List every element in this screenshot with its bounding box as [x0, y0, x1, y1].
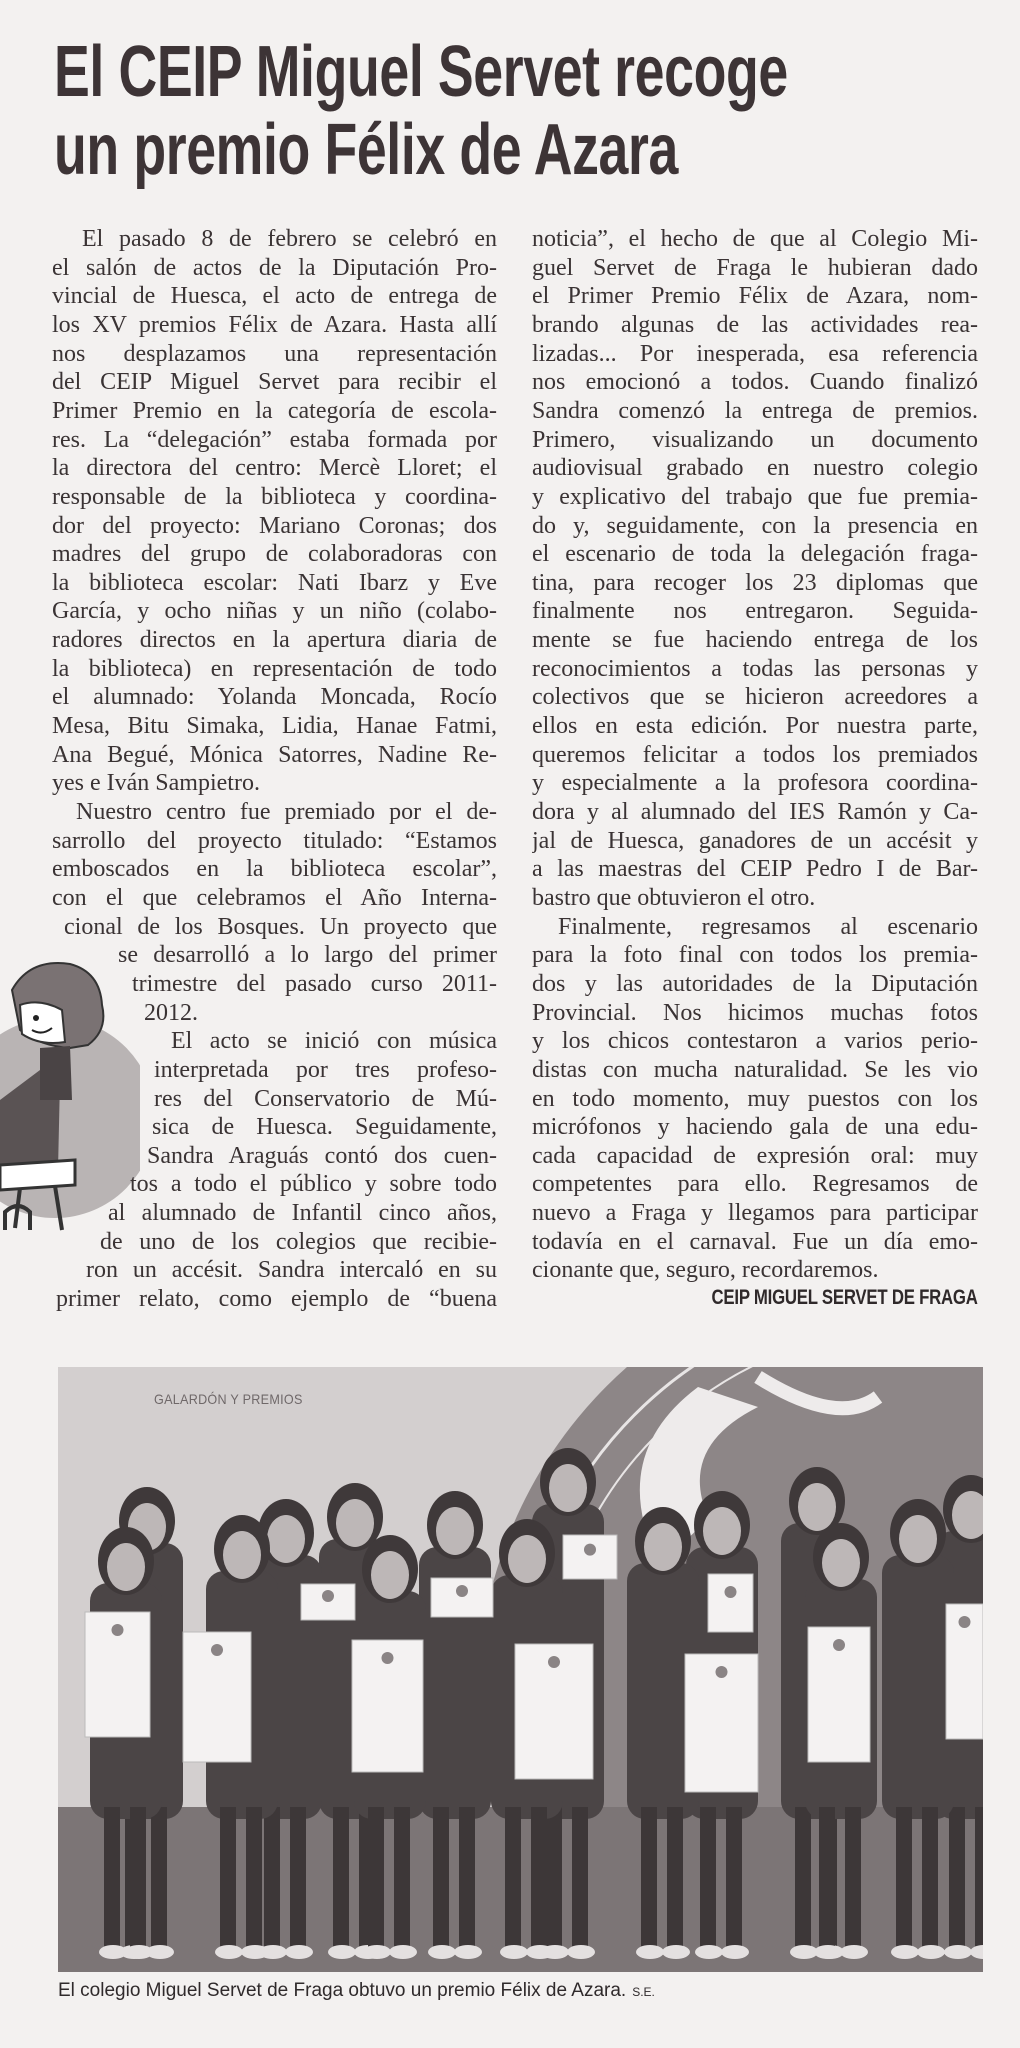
- byline: CEIP MIGUEL SERVET DE FRAGA: [711, 1286, 978, 1309]
- person-shoe: [454, 1945, 482, 1959]
- person-shoe: [790, 1945, 818, 1959]
- article-text-line: 2012.: [144, 999, 198, 1026]
- diploma-seal: [833, 1639, 845, 1651]
- person-face: [223, 1531, 261, 1579]
- article-text-line: reconocimientos a todas las personas y: [532, 655, 978, 682]
- person-face: [508, 1535, 546, 1583]
- person-shoe: [363, 1945, 391, 1959]
- person-shoe: [526, 1945, 554, 1959]
- diploma-seal: [456, 1585, 468, 1597]
- article-text-line: finalmente nos entregaron. Seguida-: [532, 598, 978, 625]
- article-text-line: dora y al alumnado del IES Ramón y Ca-: [532, 799, 978, 825]
- backdrop-text: GALARDÓN Y PREMIOS: [154, 1391, 303, 1407]
- article-text-line: al alumnado de Infantil cinco años,: [108, 1200, 497, 1227]
- diploma-seal: [112, 1624, 124, 1636]
- article-text-line: y los chicos contestaron a varios perio-: [532, 1028, 978, 1055]
- article-text-line: a las maestras del CEIP Pedro I de Bar-: [532, 856, 978, 883]
- article-text-line: cada capacidad de expresión oral: muy: [532, 1142, 978, 1169]
- article-text-line: vincial de Huesca, el acto de entrega de: [52, 283, 497, 310]
- article-text-line: cional de los Bosques. Un proyecto que: [64, 913, 497, 940]
- article-text-line: el escenario de toda la delegación fraga-: [532, 541, 978, 568]
- person-leg: [104, 1807, 120, 1947]
- person-leg: [726, 1807, 742, 1947]
- person-leg: [845, 1807, 861, 1947]
- person-leg: [531, 1807, 547, 1947]
- person-leg: [151, 1807, 167, 1947]
- article-text-line: y especialmente a la profesora coordina-: [532, 770, 978, 797]
- person-leg: [130, 1807, 146, 1947]
- person-face: [436, 1507, 474, 1555]
- article-text-line: Provincial. Nos hicimos muchas fotos: [532, 999, 978, 1026]
- article-text-line: micrófonos y haciendo gala de una edu-: [532, 1114, 978, 1141]
- article-text-line: madres del grupo de colaboradoras con: [52, 541, 497, 568]
- person-leg: [641, 1807, 657, 1947]
- person-shoe: [662, 1945, 690, 1959]
- article-text-line: bastro que obtuvieron el otro.: [532, 884, 816, 911]
- person-leg: [896, 1807, 912, 1947]
- diploma-seal: [382, 1652, 394, 1664]
- person-leg: [700, 1807, 716, 1947]
- person-shoe: [428, 1945, 456, 1959]
- person-leg: [433, 1807, 449, 1947]
- article-text-line: emboscados en la biblioteca escolar”,: [52, 856, 497, 883]
- person-leg: [394, 1807, 410, 1947]
- article-text-line: competentes para ello. Regresamos de: [532, 1171, 978, 1198]
- person-leg: [949, 1807, 965, 1947]
- article-text-line: nos desplazamos una representación: [52, 340, 497, 367]
- person-face: [336, 1499, 374, 1547]
- article-text-line: de uno de los colegios que recibie-: [100, 1228, 497, 1255]
- article-text-line: los XV premios Félix de Azara. Hasta allí: [52, 311, 497, 338]
- article-text-line: brando algunas de las actividades rea-: [532, 311, 978, 338]
- article-text-line: Primer Premio en la categoría de escola-: [52, 397, 497, 424]
- photo-credit: S.E.: [632, 1985, 655, 1999]
- article-text-line: lizadas... Por inesperada, esa referencia: [532, 340, 978, 367]
- article-text-line: queremos felicitar a todos los premiados: [532, 741, 978, 768]
- person-shoe: [695, 1945, 723, 1959]
- article-text-line: se desarrolló a lo largo del primer: [118, 942, 497, 969]
- person-leg: [572, 1807, 588, 1947]
- diploma-seal: [959, 1616, 971, 1628]
- person-leg: [368, 1807, 384, 1947]
- article-text-line: El pasado 8 de febrero se celebró en: [82, 226, 497, 252]
- article-text-line: Sandra comenzó la entrega de premios.: [532, 397, 978, 424]
- person-leg: [246, 1807, 262, 1947]
- article-text-line: tos a todo el público y sobre todo: [130, 1171, 497, 1198]
- person-leg: [546, 1807, 562, 1947]
- person-face: [703, 1507, 741, 1555]
- person-face: [107, 1543, 145, 1591]
- person-shoe: [567, 1945, 595, 1959]
- article-text-line: Mesa, Bitu Simaka, Lidia, Hanae Fatmi,: [52, 713, 497, 740]
- person-shoe: [389, 1945, 417, 1959]
- article-text-line: Finalmente, regresamos al escenario: [558, 913, 978, 940]
- article-text-line: responsable de la biblioteca y coordina-: [52, 483, 497, 510]
- article-text-line: la biblioteca) en representación de todo: [52, 655, 497, 682]
- article-text-line: yes e Iván Sampietro.: [52, 770, 260, 797]
- article-text-line: el salón de actos de la Diputación Pro-: [52, 254, 497, 281]
- article-text-line: nuevo a Fraga y llegamos para participar: [532, 1200, 978, 1227]
- article-text-line: sarrollo del proyecto titulado: “Estamos: [52, 827, 497, 854]
- article-text-line: dor del proyecto: Mariano Coronas; dos: [52, 512, 497, 539]
- person-leg: [290, 1807, 306, 1947]
- article-text-line: para la foto final con todos los premia-: [532, 942, 978, 969]
- person-face: [822, 1539, 860, 1587]
- article-text-line: Nuestro centro fue premiado por el de-: [76, 799, 497, 825]
- person-shoe: [285, 1945, 313, 1959]
- person-leg: [264, 1807, 280, 1947]
- article-text-line: Sandra Araguás contó dos cuen-: [147, 1142, 497, 1169]
- diploma: [708, 1574, 753, 1632]
- person-shoe: [241, 1945, 269, 1959]
- award-group-photo: [58, 1367, 983, 1972]
- article-text-line: ron un accésit. Sandra intercaló en su: [86, 1257, 497, 1284]
- person-shoe: [328, 1945, 356, 1959]
- person-leg: [922, 1807, 938, 1947]
- article-text-line: el alumnado: Yolanda Moncada, Rocío: [52, 684, 497, 711]
- person-shoe: [636, 1945, 664, 1959]
- article-text-line: nos emocionó a todos. Cuando finalizó: [532, 369, 978, 396]
- person-shoe: [840, 1945, 868, 1959]
- article-text-line: y explicativo del trabajo que fue premia-: [532, 483, 978, 510]
- article-text-line: sica de Huesca. Seguidamente,: [152, 1114, 497, 1141]
- person-leg: [819, 1807, 835, 1947]
- article-text-line: jal de Huesca, ganadores de un accésit y: [532, 827, 978, 854]
- person-shoe: [721, 1945, 749, 1959]
- article-text-line: del CEIP Miguel Servet para recibir el: [52, 369, 497, 396]
- article-text-line: mente se fue haciendo entrega de los: [532, 627, 978, 654]
- person-shoe: [99, 1945, 127, 1959]
- article-text-line: trimestre del pasado curso 2011-: [132, 970, 497, 997]
- article-text-line: res del Conservatorio de Mú-: [154, 1085, 497, 1112]
- person-shoe: [125, 1945, 153, 1959]
- caption-text: El colegio Miguel Servet de Fraga obtuvo un premio Félix de Azara.: [58, 1980, 627, 2001]
- person-leg: [975, 1807, 983, 1947]
- article-text-line: todavía en el carnaval. Fue un día emo-: [532, 1228, 978, 1255]
- photo-caption: [58, 1980, 655, 2002]
- article-text-line: la directora del centro: Mercè Lloret; el: [52, 455, 497, 482]
- article-text-line: en todo momento, muy puestos con los: [532, 1085, 978, 1112]
- person-leg: [505, 1807, 521, 1947]
- article-text-line: res. La “delegación” estaba formada por: [52, 426, 497, 453]
- article-text-line: García, y ocho niñas y un niño (colabo-: [52, 598, 497, 625]
- person-leg: [795, 1807, 811, 1947]
- diploma: [563, 1535, 617, 1579]
- person-leg: [667, 1807, 683, 1947]
- person-face: [644, 1523, 682, 1571]
- diploma-seal: [725, 1586, 737, 1598]
- article-text-line: ellos en esta edición. Por nuestra parte,: [532, 713, 978, 740]
- person-shoe: [500, 1945, 528, 1959]
- article-text-line: con el que celebramos el Año Interna-: [52, 884, 497, 911]
- article-text-line: interpretada por tres profeso-: [154, 1056, 497, 1083]
- article-text-line: El acto se inició con música: [171, 1028, 497, 1055]
- person-leg: [459, 1807, 475, 1947]
- person-face: [549, 1464, 587, 1512]
- person-shoe: [917, 1945, 945, 1959]
- diploma-seal: [716, 1666, 728, 1678]
- article-text-line: Primero, visualizando un documento: [532, 426, 978, 453]
- article-text-line: el Primer Premio Félix de Azara, nom-: [532, 283, 978, 310]
- article-text-line: guel Servet de Fraga le hubieran dado: [532, 254, 978, 281]
- diploma-seal: [548, 1656, 560, 1668]
- diploma-seal: [584, 1544, 596, 1556]
- person-face: [899, 1515, 937, 1563]
- headline-line-1: El CEIP Miguel Servet recoge: [54, 32, 788, 112]
- diploma-seal: [211, 1644, 223, 1656]
- article-text-line: dos y las autoridades de la Diputación: [532, 970, 978, 997]
- article-text-line: Ana Begué, Mónica Satorres, Nadine Re-: [52, 741, 497, 768]
- person-shoe: [814, 1945, 842, 1959]
- person-face: [267, 1515, 305, 1563]
- person-body: [882, 1555, 954, 1819]
- headline-line-2: un premio Félix de Azara: [54, 110, 678, 190]
- article-text-line: cionante que, seguro, recordaremos.: [532, 1257, 879, 1284]
- person-face: [798, 1483, 836, 1531]
- diploma-seal: [322, 1590, 334, 1602]
- person-face: [371, 1551, 409, 1599]
- article-text-line: primer relato, como ejemplo de “buena: [56, 1286, 497, 1313]
- article-text-line: distas con mucha naturalidad. Se les vio: [532, 1056, 978, 1083]
- person-shoe: [944, 1945, 972, 1959]
- article-text-line: noticia”, el hecho de que al Colegio Mi-: [532, 226, 978, 252]
- person-leg: [333, 1807, 349, 1947]
- cartoon-reader-illustration: [0, 950, 140, 1240]
- article-text-line: tina, para recoger los 23 diplomas que: [532, 569, 978, 596]
- person-leg: [220, 1807, 236, 1947]
- person-shoe: [891, 1945, 919, 1959]
- article-text-line: colectivos que se hicieron acreedores a: [532, 684, 978, 711]
- diploma: [431, 1578, 493, 1617]
- article-text-line: audiovisual grabado en nuestro colegio: [532, 455, 978, 482]
- person-shoe: [215, 1945, 243, 1959]
- article-text-line: la biblioteca escolar: Nati Ibarz y Eve: [52, 569, 497, 596]
- article-text-line: radores directos en la apertura diaria de: [52, 627, 497, 654]
- article-text-line: do y, seguidamente, con la presencia en: [532, 512, 978, 539]
